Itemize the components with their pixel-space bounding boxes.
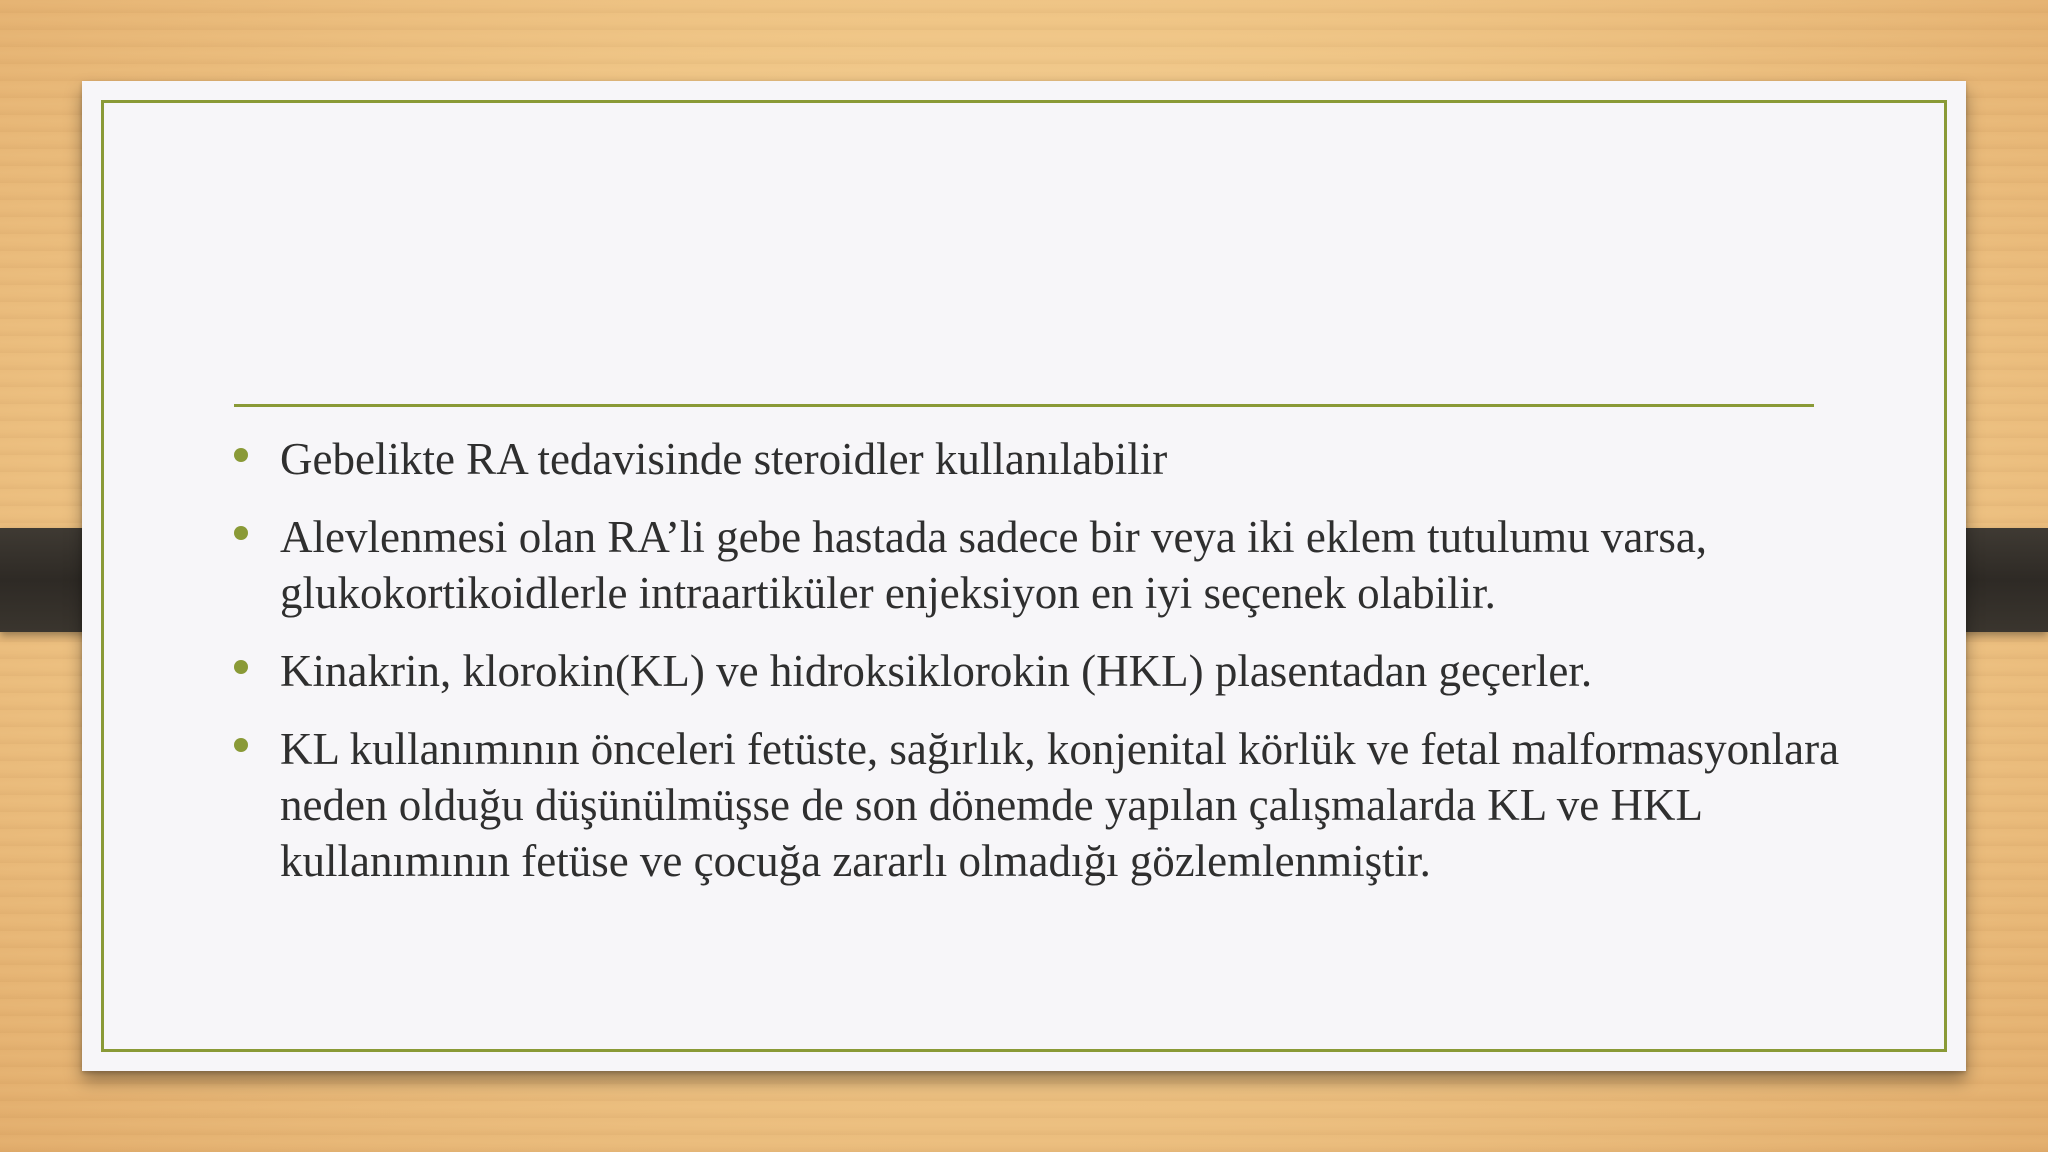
bullet-item — [234, 643, 1874, 699]
bullet-item — [234, 431, 1874, 487]
bullet-dot-icon — [234, 660, 248, 674]
title-divider-line — [234, 404, 1814, 407]
bullet-item — [234, 721, 1874, 889]
bullet-dot-icon — [234, 526, 248, 540]
bullet-text: Kinakrin, klorokin(KL) ve hidroksiklorokin (HKL) plasentadan geçerler. — [280, 646, 1593, 696]
bullet-text: Alevlenmesi olan RA’li gebe hastada sadece bir veya iki eklem tutulumu varsa, glukokortikoidlerle intraartiküler enjeksiyon en iyi seçenek olabilir. — [280, 512, 1708, 618]
bullet-dot-icon — [234, 448, 248, 462]
bullet-item — [234, 509, 1874, 621]
bullet-dot-icon — [234, 738, 248, 752]
bullet-text: Gebelikte RA tedavisinde steroidler kullanılabilir — [280, 434, 1168, 484]
bullet-text: KL kullanımının önceleri fetüste, sağırlık, konjenital körlük ve fetal malformasyonlara neden olduğu düşünülmüşse de son dönemde yapılan çalışmalarda KL ve HKL kullanımının fetüse ve çocuğa zararlı olmadığı gözlemlenmiştir. — [280, 724, 1840, 886]
slide-card — [82, 81, 1966, 1071]
bullet-list — [234, 431, 1874, 911]
